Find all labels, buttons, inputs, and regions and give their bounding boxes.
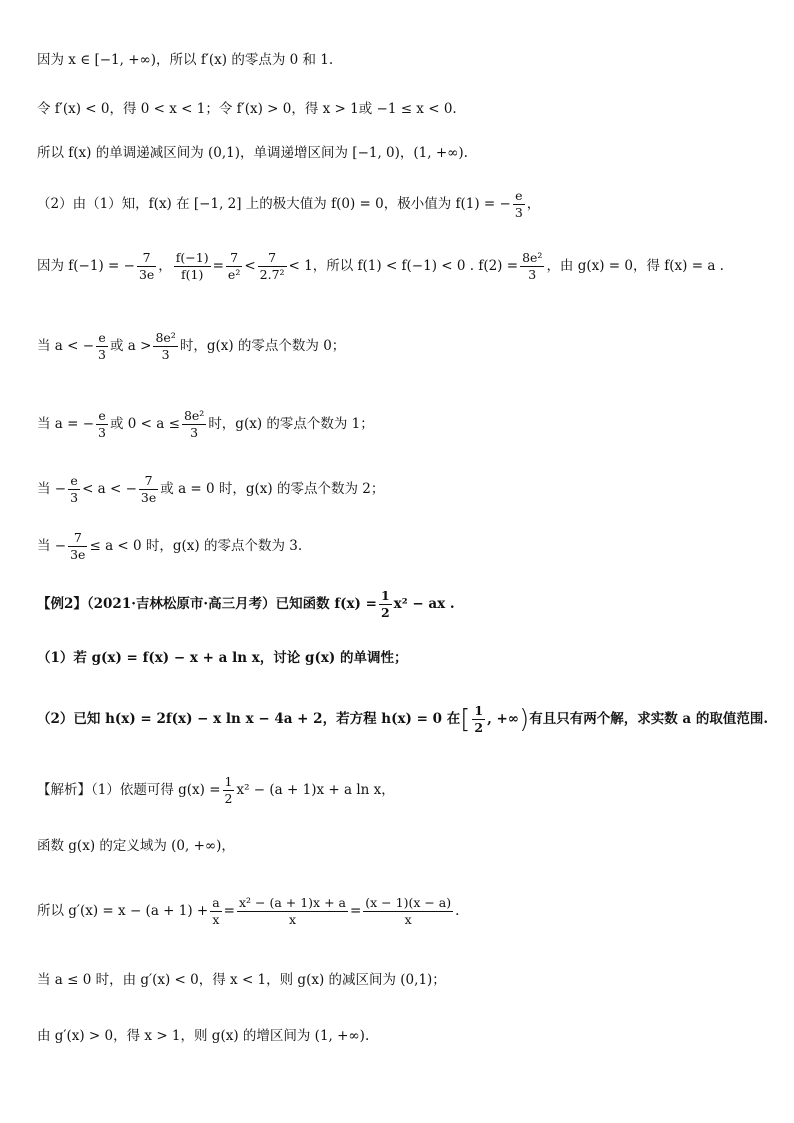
fraction: $\frac{\text{8e²}}{3}$ xyxy=(183,408,205,440)
fraction: $\frac{a}{x}$ xyxy=(212,895,220,927)
text-line-5: 因为 f(−1) = − $\frac{7}{3e}$ ， $\frac{f(-1)}{f(1)}$ = $\frac{7}{\text{e²}}$ < $\frac{7}{\text{2.7²}}$ < 1，所以 f(1) < f(−1) < 0 . f(2) = $\frac{\text{8e²}}{3}$ ，由 g(x) = 0，得 f(x) = a . xyxy=(37,250,724,282)
text-line-4: （2）由（1）知，f(x) 在 [−1, 2] 上的极大值为 f(0) = 0，极小值为 f(1) = − $\frac{e}{3}$ ， xyxy=(37,188,541,220)
fraction: $\frac{\text{x² − (a + 1)x + a}}{x}$ xyxy=(238,895,346,927)
fraction: $\frac{e}{3}$ xyxy=(514,188,523,220)
fraction: $\frac{7}{3e}$ xyxy=(138,250,155,282)
text-line-7: 当 a = − $\frac{e}{3}$ 或 0 < a ≤ $\frac{\text{8e²}}{3}$ 时，g(x) 的零点个数为 1； xyxy=(37,408,374,440)
fraction: $\frac{7}{\text{2.7²}}$ xyxy=(259,250,285,282)
fraction: $\frac{f(-1)}{f(1)}$ xyxy=(175,250,209,282)
fraction: $\frac{1}{2}$ xyxy=(224,774,233,806)
fraction: $\frac{e}{3}$ xyxy=(70,473,79,505)
fraction: $\frac{7}{\text{e²}}$ xyxy=(227,250,241,282)
fraction: $\frac{1}{2}$ xyxy=(474,703,484,735)
fraction: $\frac{\text{8e²}}{3}$ xyxy=(522,250,543,282)
question-part-1: （1）若 g(x) = f(x) − x + a ln x，讨论 g(x) 的单调性； xyxy=(37,650,408,666)
text-line-6: 当 a < − $\frac{e}{3}$ 或 a > $\frac{\text{8e²}}{3}$ 时，g(x) 的零点个数为 0； xyxy=(37,330,346,362)
text-line-16: 当 a ≤ 0 时，由 g′(x) < 0，得 x < 1，则 g(x) 的减区间为 (0,1)； xyxy=(37,972,446,988)
text-line-14: 函数 g(x) 的定义域为 (0, +∞)， xyxy=(37,838,235,854)
text-line-8: 当 − $\frac{e}{3}$ < a < − $\frac{7}{3e}$ 或 a = 0 时，g(x) 的零点个数为 2； xyxy=(37,473,385,505)
fraction: $\frac{(x - 1)(x - a)}{x}$ xyxy=(365,895,452,927)
fraction: $\frac{\text{8e²}}{3}$ xyxy=(155,330,176,362)
question-part-2: （2）已知 h(x) = 2f(x) − x ln x − 4a + 2，若方程 h(x) = 0 在[ $\frac{1}{2}$ , +∞)有且只有两个解，求实数 a 的取值范围. xyxy=(37,703,769,735)
fraction: $\frac{7}{3e}$ xyxy=(70,530,86,562)
text-line-15: 所以 g′(x) = x − (a + 1) + $\frac{a}{x}$ = $\frac{\text{x² − (a + 1)x + a}}{x}$ = $\frac{(x - 1)(x - a)}{x}$ . xyxy=(37,895,460,927)
fraction: $\frac{7}{3e}$ xyxy=(140,473,157,505)
solution-heading: 【解析】（1）依题可得 g(x) = $\frac{1}{2}$ x² − (a + 1)x + a ln x， xyxy=(37,774,395,806)
text-line-3: 所以 f(x) 的单调递减区间为 (0,1)，单调递增区间为 [−1, 0)，(1, +∞). xyxy=(37,145,468,161)
text-line-17: 由 g′(x) > 0，得 x > 1，则 g(x) 的增区间为 (1, +∞). xyxy=(37,1028,370,1044)
fraction: $\frac{e}{3}$ xyxy=(98,408,106,440)
text-line-9: 当 − $\frac{7}{3e}$ ≤ a < 0 时，g(x) 的零点个数为 3. xyxy=(37,530,303,562)
example-heading: 【例2】（2021·吉林松原市·高三月考）已知函数 f(x) = $\frac{1}{2}$ x² − ax . xyxy=(37,588,455,620)
fraction: $\frac{e}{3}$ xyxy=(98,330,106,362)
fraction: $\frac{1}{2}$ xyxy=(380,588,390,620)
text-line-2: 令 f′(x) < 0，得 0 < x < 1；令 f′(x) > 0，得 x > 1或 −1 ≤ x < 0. xyxy=(37,101,457,117)
text-line-1: 因为 x ∈ [−1, +∞)，所以 f′(x) 的零点为 0 和 1. xyxy=(37,52,334,68)
